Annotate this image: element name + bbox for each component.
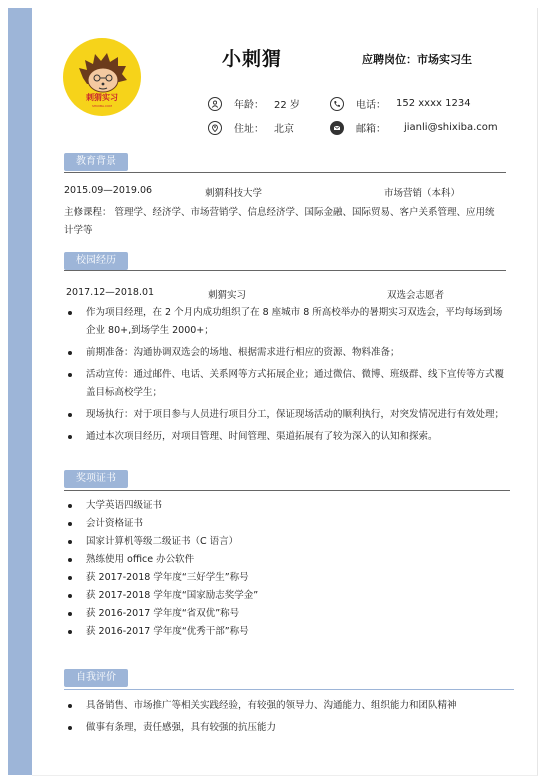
list-item: 通过本次项目经历，对项目管理、时间管理、渠道拓展有了较为深入的认知和探索。: [64, 428, 506, 446]
education-section: [64, 149, 506, 171]
education-courses: 主修课程： 管理学、经济学、市场营销学、信息经济学、国际金融、国际贸易、客户关系管理、应用统计学等: [64, 207, 495, 236]
campus-divider: [64, 270, 506, 271]
mail-icon: [330, 121, 344, 135]
logo-subtext: SHIXIBA.COM: [91, 104, 113, 108]
awards-section: [64, 466, 506, 488]
campus-period: 2017.12—2018.01: [66, 287, 155, 298]
phone-value: 152 xxxx 1234: [396, 98, 471, 109]
list-item: 大学英语四级证书: [64, 497, 506, 515]
age-info: [208, 96, 300, 111]
awards-divider: [64, 490, 510, 491]
list-item: 活动宣传：通过邮件、电话、关系网等方式拓展企业；通过微信、微博、班级群、线下宣传等方式覆盖目标高校学生；: [64, 366, 506, 402]
phone-label: 电话：: [356, 100, 386, 111]
phone-icon: [330, 97, 344, 111]
list-item: 前期准备：沟通协调双选会的场地、根据需求进行相应的资源、物料准备；: [64, 344, 506, 362]
section-tag-campus: 校园经历: [64, 252, 128, 270]
email-value: jianli@shixiba.com: [404, 122, 498, 133]
section-tag-awards: 奖项证书: [64, 470, 128, 488]
campus-section: [64, 248, 506, 270]
list-item: 现场执行：对于项目参与人员进行项目分工，保证现场活动的顺利执行，对突发情况进行有效处理；: [64, 406, 506, 424]
phone-info: [330, 96, 471, 111]
list-item: 作为项目经理，在 2 个月内成功组织了在 8 座城市 8 所高校举办的暑期实习双选会，平均每场到场企业 80+,到场学生 2000+；: [64, 304, 506, 340]
campus-role: 双选会志愿者: [387, 290, 445, 301]
list-item: 获 2016-2017 学年度“优秀干部”称号: [64, 623, 506, 641]
email-info: [330, 120, 498, 135]
location-icon: [208, 121, 222, 135]
left-accent-bar: [8, 8, 32, 775]
list-item: 做事有条理，责任感强，具有较强的抗压能力: [64, 719, 506, 737]
list-item: 会计资格证书: [64, 515, 506, 533]
list-item: 熟练使用 office 办公软件: [64, 551, 506, 569]
address-value: 北京: [274, 124, 294, 135]
list-item: 获 2016-2017 学年度“省双优”称号: [64, 605, 506, 623]
list-item: 具备销售、市场推广等相关实践经验，有较强的领导力、沟通能力、组织能力和团队精神: [64, 697, 506, 715]
awards-list: [64, 497, 506, 641]
email-label: 邮箱：: [356, 124, 386, 135]
age-label: 年龄：: [234, 100, 264, 111]
address-label: 住址：: [234, 124, 264, 135]
avatar: [63, 38, 141, 116]
list-item: 国家计算机等级二级证书（C 语言）: [64, 533, 506, 551]
education-school: 刺猬科技大学: [205, 188, 263, 199]
list-item: 获 2017-2018 学年度“三好学生”称号: [64, 569, 506, 587]
candidate-name: 小刺猬: [222, 48, 283, 70]
hedgehog-logo-icon: [63, 38, 141, 116]
section-tag-self: 自我评价: [64, 669, 128, 687]
age-value: 22 岁: [274, 100, 300, 111]
address-info: [208, 120, 294, 135]
self-section: [64, 665, 506, 687]
education-period: 2015.09—2019.06: [64, 185, 153, 196]
job-target: [362, 51, 472, 67]
section-tag-education: 教育背景: [64, 153, 128, 171]
education-divider: [64, 172, 506, 173]
self-list: [64, 697, 506, 737]
list-item: 获 2017-2018 学年度“国家励志奖学金”: [64, 587, 506, 605]
logo-text: 刺猬实习: [86, 93, 118, 102]
self-divider: [64, 689, 514, 690]
campus-list: [64, 304, 506, 446]
education-major: 市场营销（本科）: [384, 188, 461, 199]
job-target-label: 应聘岗位：: [362, 53, 417, 66]
campus-org: 刺猬实习: [208, 290, 247, 301]
person-icon: [208, 97, 222, 111]
job-target-value: 市场实习生: [417, 53, 472, 66]
